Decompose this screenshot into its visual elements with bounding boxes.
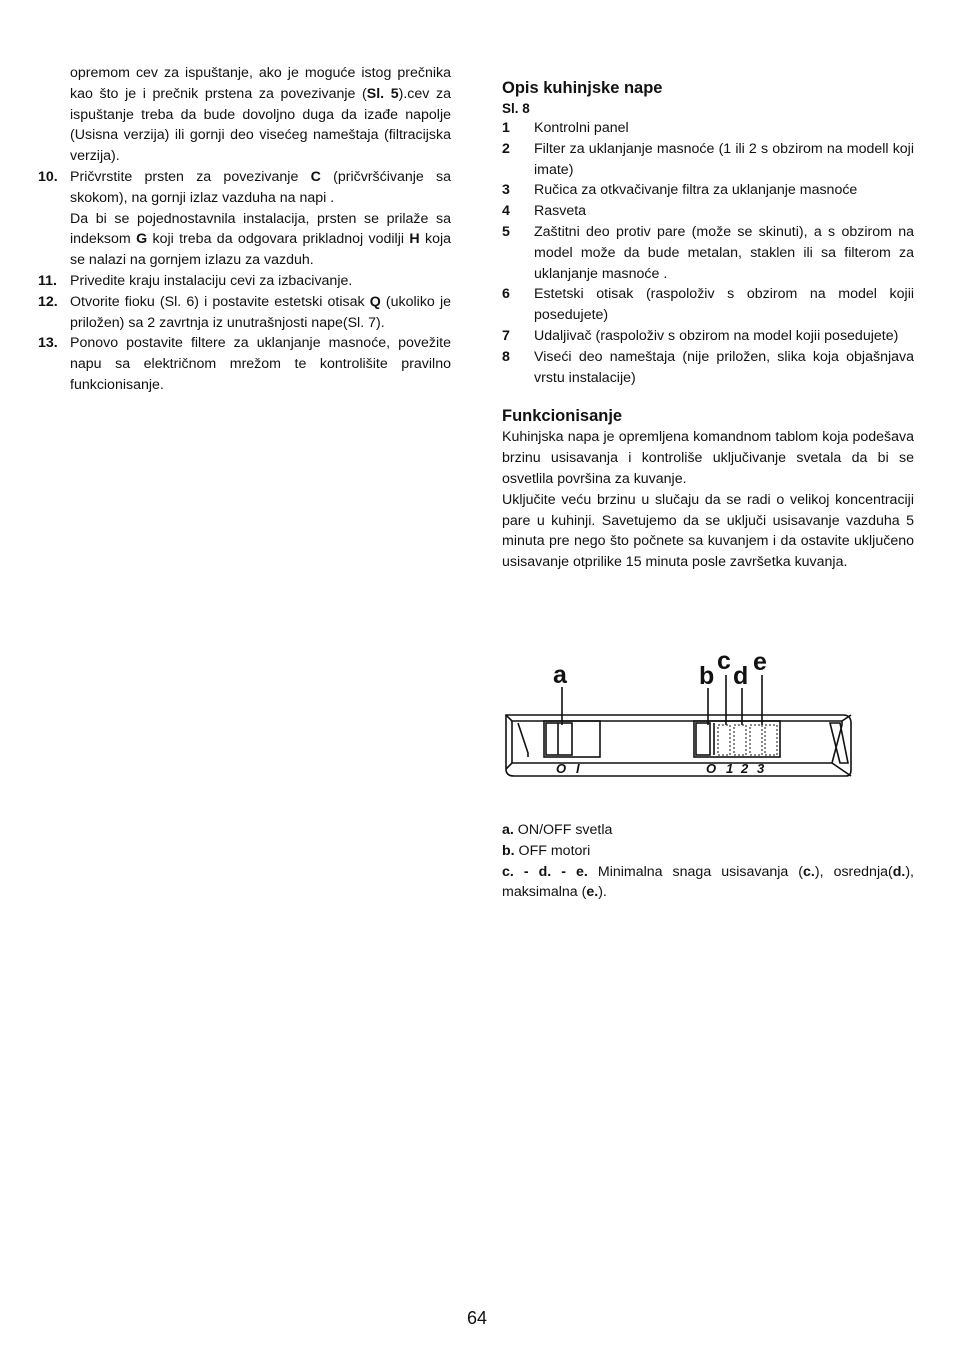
item-text: Kontrolni panel <box>534 120 629 136</box>
label-e: e <box>753 648 767 676</box>
item-text: Zaštitni deo protiv pare (može se skinuti), a s obzirom na model može da bude metalan, staklen ili sa filterom za uklanjanje masnoće . <box>534 223 914 282</box>
switch1-on: I <box>576 761 580 776</box>
legend-text: OFF motori <box>514 842 591 859</box>
item-number: 1 <box>502 120 510 136</box>
figure-label: Sl. 8 <box>502 101 530 116</box>
legend-text: Minimalna snaga usisavanja ( <box>587 863 804 880</box>
legend-text: ), osrednja( <box>814 863 893 880</box>
switch2-speed-1: 1 <box>726 761 734 776</box>
switch1-off: O <box>556 761 567 776</box>
item-number: 4 <box>502 203 510 220</box>
item-text: Estetski otisak (raspoloživ s obzirom na model kojii posedujete) <box>534 286 914 324</box>
text: Privedite kraju instalaciju cevi za izbacivanje. <box>70 272 353 289</box>
legend-key: e. <box>586 884 599 901</box>
text: opremom cev za ispuštanje, ako je moguće istog prečnika kao što je i prečnik prstena za povezivanje ( <box>70 65 451 102</box>
text: ).cev za ispuštanje treba da bude dovoljno duga da izađe napolje (Usisna verzija) ili gornji deo visećeg nameštaja (filtracijska verzija). <box>70 85 451 165</box>
text: Otvorite fioku (Sl. 6) i postavite estetski otisak <box>70 293 370 310</box>
label-c: c <box>717 647 731 675</box>
label-a: a <box>553 661 567 689</box>
part-ref: H <box>409 231 420 248</box>
legend-key: a. <box>502 822 514 838</box>
light-switch <box>544 721 600 757</box>
text: (ukoliko je priložen) sa 2 zavrtnja iz unutrašnjosti nape(Sl. 7). <box>70 293 451 331</box>
legend-text: ON/OFF svetla <box>513 822 613 838</box>
text: koji treba da odgovara prikladnoj vodilji <box>147 231 410 248</box>
legend-key: b. <box>502 842 515 859</box>
list-item-12 <box>38 292 451 334</box>
item-number: 12. <box>38 293 58 310</box>
item-text: Rasveta <box>534 203 587 220</box>
item-number: 7 <box>502 327 510 344</box>
text: Da bi se pojednostavnila instalacija, prsten se prilaže sa indeksom <box>70 210 451 248</box>
list-item-10 <box>38 167 451 271</box>
part-ref: C <box>310 168 321 185</box>
item-text: Ručica za otkvačivanje filtra za uklanjanje masnoće <box>534 182 858 199</box>
text: Pričvrstite prsten za povezivanje <box>70 168 311 185</box>
leader-lines <box>562 675 762 725</box>
operation-paragraph-1: Kuhinjska napa je opremljena komandnom tablom koja podešava brzinu usisavanja i kontroliše uključivanje svetala da bi se osvetlila površina za kuvanje. <box>502 429 914 487</box>
item-text: Viseći deo nameštaja (nije priložen, slika koja objašnjava vrstu instalacije) <box>534 348 914 386</box>
list-item <box>502 180 914 201</box>
left-column <box>38 63 451 396</box>
right-column <box>502 77 914 573</box>
operation-paragraph-2: Uključite veću brzinu u slučaju da se radi o velikoj koncentraciji pare u kuhinji. Savetujemo da se uključi usisavanje vazduha 5 minuta pre nego što počnete sa kuvanjem i da ostavite uključeno usisavanje otprilike 15 minuta posle završetka kuvanja. <box>502 491 914 571</box>
control-panel-diagram <box>500 645 855 785</box>
switch2-speed-3: 3 <box>757 761 765 776</box>
label-b: b <box>699 662 715 690</box>
list-item <box>502 284 914 326</box>
legend-key: d. <box>892 863 906 880</box>
legend-b <box>502 841 914 862</box>
item-number: 8 <box>502 348 510 365</box>
item-number: 11. <box>38 272 57 289</box>
item-text: Filter za uklanjanje masnoće (1 ili 2 s obzirom na modell koji imate) <box>534 140 914 178</box>
legend-text: ), maksimalna ( <box>502 863 914 901</box>
list-item <box>502 222 914 284</box>
part-ref: Q <box>369 293 381 310</box>
label-d: d <box>733 662 749 690</box>
switch2-speed-0: O <box>706 761 717 776</box>
item-number: 5 <box>502 223 510 240</box>
legend-text: ). <box>598 884 607 901</box>
list-item-11 <box>38 271 451 292</box>
part-ref: G <box>136 231 148 248</box>
item-number: 13. <box>38 335 58 352</box>
legend-cde <box>502 862 914 904</box>
text: koja se nalazi na gornjem izlazu za vazduh. <box>70 231 452 269</box>
item-number: 6 <box>502 286 510 303</box>
item-number: 2 <box>502 140 510 157</box>
speed-keys <box>718 725 777 755</box>
list-item-13 <box>38 333 451 395</box>
list-item <box>502 118 914 139</box>
item-number: 3 <box>502 182 510 199</box>
section-heading-description: Opis kuhinjske nape <box>502 79 663 97</box>
list-item <box>502 347 914 389</box>
list-item <box>502 201 914 222</box>
legend-a <box>502 820 914 841</box>
item-number: 10. <box>38 168 58 185</box>
legend-key: c. - d. - e. <box>502 863 588 880</box>
legend-key: c. <box>803 863 815 880</box>
continued-paragraph <box>70 63 451 167</box>
text: (pričvršćivanje sa skokom), na gornji izlaz vazduha na napi . <box>70 168 451 206</box>
list-item <box>502 139 914 181</box>
list-item <box>502 326 914 347</box>
text: Ponovo postavite filtere za uklanjanje masnoće, povežite napu sa električnom mrežom te kontrolišite pravilno funkcionisanje. <box>70 335 451 393</box>
page-number: 64 <box>466 1308 488 1328</box>
item-text: Udaljivač (raspoloživ s obzirom na model kojii posedujete) <box>534 327 899 344</box>
parts-list <box>502 118 914 388</box>
switch2-speed-2: 2 <box>741 761 749 776</box>
figure-ref: Sl. 5 <box>366 85 399 102</box>
section-heading-operation: Funkcionisanje <box>502 407 623 426</box>
diagram-legend <box>502 820 914 903</box>
motor-switch <box>694 721 780 757</box>
